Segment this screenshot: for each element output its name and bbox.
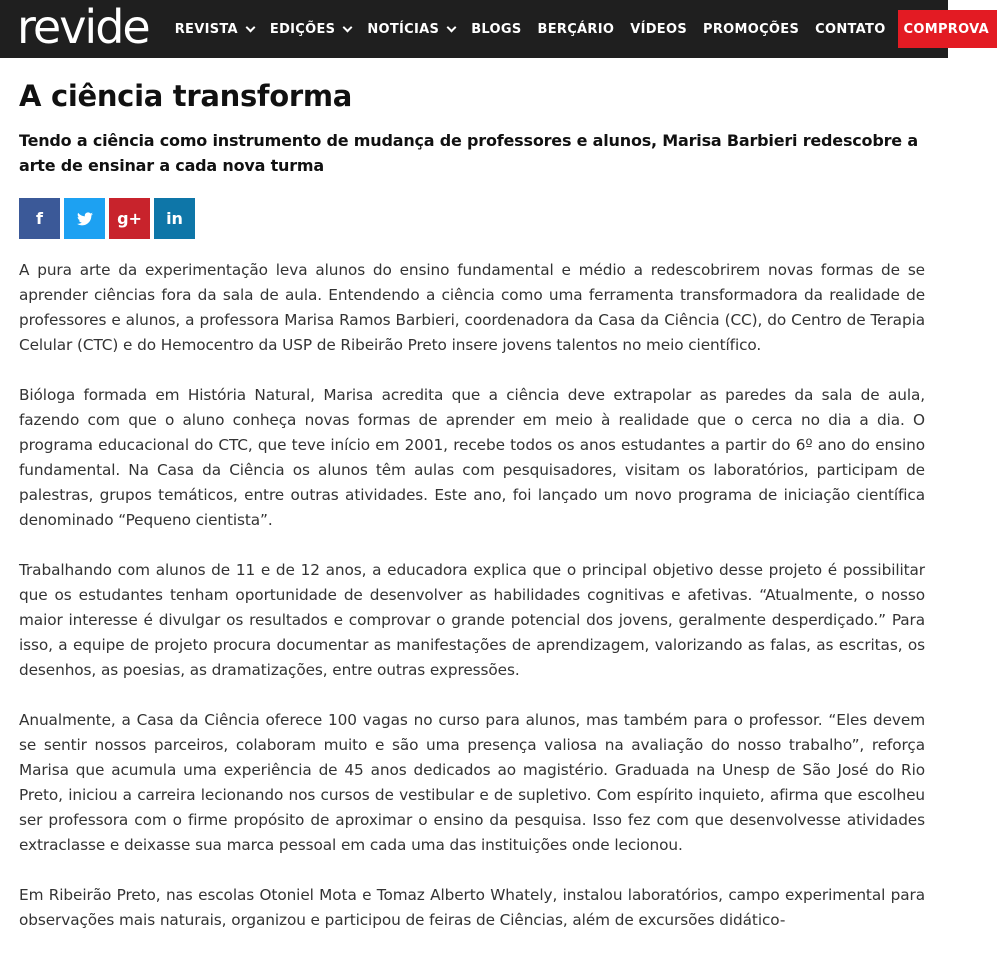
article <box>19 58 925 958</box>
logo-text: revide <box>17 0 149 54</box>
nav-item-blogs[interactable]: BLOGS <box>471 21 522 37</box>
linkedin-share-button[interactable] <box>154 198 195 239</box>
nav-item-videos[interactable]: VÍDEOS <box>630 21 688 37</box>
article-paragraph: Em Ribeirão Preto, nas escolas Otoniel Mota e Tomaz Alberto Whately, instalou laboratórios, campo experimental para observações mais naturais, organizou e participou de feiras de Ciências, além de excursões didático- <box>19 886 925 929</box>
article-title: A ciência transforma <box>19 79 353 113</box>
article-body <box>19 258 925 933</box>
revide-logo[interactable] <box>0 0 149 58</box>
twitter-share-button[interactable] <box>64 198 105 239</box>
nav-item-edicoes[interactable]: EDIÇÕES <box>262 0 359 58</box>
main-nav <box>149 0 997 58</box>
facebook-share-button[interactable] <box>19 198 60 239</box>
article-subtitle: Tendo a ciência como instrumento de mudança de professores e alunos, Marisa Barbieri redescobre a arte de ensinar a cada nova turma <box>19 131 918 175</box>
googleplus-icon: g+ <box>117 209 142 228</box>
nav-item-contato[interactable]: CONTATO <box>815 21 886 37</box>
nav-item-revista[interactable]: REVISTA <box>167 0 262 58</box>
article-paragraph: Trabalhando com alunos de 11 e de 12 anos, a educadora explica que o principal objetivo desse projeto é possibilitar que os estudantes tenham oportunidade de desenvolver as habilidades cognitivas e afetivas. “Atualmente, o nosso maior interesse é divulgar os resultados e comprovar o grande potencial dos jovens, geralmente desperdiçado.” Para isso, a equipe de projeto procura documentar as manifestações de aprendizagem, valorizando as falas, as escritas, os desenhos, as poesias, as dramatizações, entre outras expressões. <box>19 561 925 679</box>
facebook-icon: f <box>36 209 43 228</box>
chevron-down-icon <box>447 22 457 32</box>
article-paragraph: Bióloga formada em História Natural, Marisa acredita que a ciência deve extrapolar as paredes da sala de aula, fazendo com que o aluno conheça novas formas de aprender em meio à realidade que o cerca no dia a dia. O programa educacional do CTC, que teve início em 2001, recebe todos os anos estudantes a partir do 6º ano do ensino fundamental. Na Casa da Ciência os alunos têm aulas com pesquisadores, visitam os laboratórios, participam de palestras, grupos temáticos, entre outras atividades. Este ano, foi lançado um novo programa de iniciação científica denominado “Pequeno cientista”. <box>19 386 925 529</box>
chevron-down-icon <box>245 22 255 32</box>
share-buttons <box>19 198 925 239</box>
twitter-icon <box>77 212 93 226</box>
comprova-button[interactable]: COMPROVA <box>898 10 997 48</box>
googleplus-share-button[interactable] <box>109 198 150 239</box>
linkedin-icon: in <box>166 209 183 228</box>
top-navbar <box>0 0 989 58</box>
chevron-down-icon <box>343 22 353 32</box>
nav-item-promocoes[interactable]: PROMOÇÕES <box>703 21 800 37</box>
nav-item-bercario[interactable]: BERÇÁRIO <box>537 21 615 37</box>
article-paragraph: A pura arte da experimentação leva alunos do ensino fundamental e médio a redescobrirem novas formas de se aprender ciências fora da sala de aula. Entendendo a ciência como uma ferramenta transformadora da realidade de professores e alunos, a professora Marisa Ramos Barbieri, coordenadora da Casa da Ciência (CC), do Centro de Terapia Celular (CTC) e do Hemocentro da USP de Ribeirão Preto insere jovens talentos no meio científico. <box>19 261 925 354</box>
nav-item-noticias[interactable]: NOTÍCIAS <box>359 0 463 58</box>
article-paragraph: Anualmente, a Casa da Ciência oferece 100 vagas no curso para alunos, mas também para o professor. “Eles devem se sentir nossos parceiros, colaboram muito e são uma presença valiosa na avaliação do nosso trabalho”, reforça Marisa que acumula uma experiência de 45 anos dedicados ao magistério. Graduada na Unesp de São José do Rio Preto, iniciou a carreira lecionando nos cursos de vestibular e de supletivo. Com espírito inquieto, afirma que escolheu ser professora com o firme propósito de aproximar o ensino da pesquisa. Isso fez com que desenvolvesse atividades extraclasse e deixasse sua marca pessoal em cada uma das instituições onde lecionou. <box>19 711 925 854</box>
